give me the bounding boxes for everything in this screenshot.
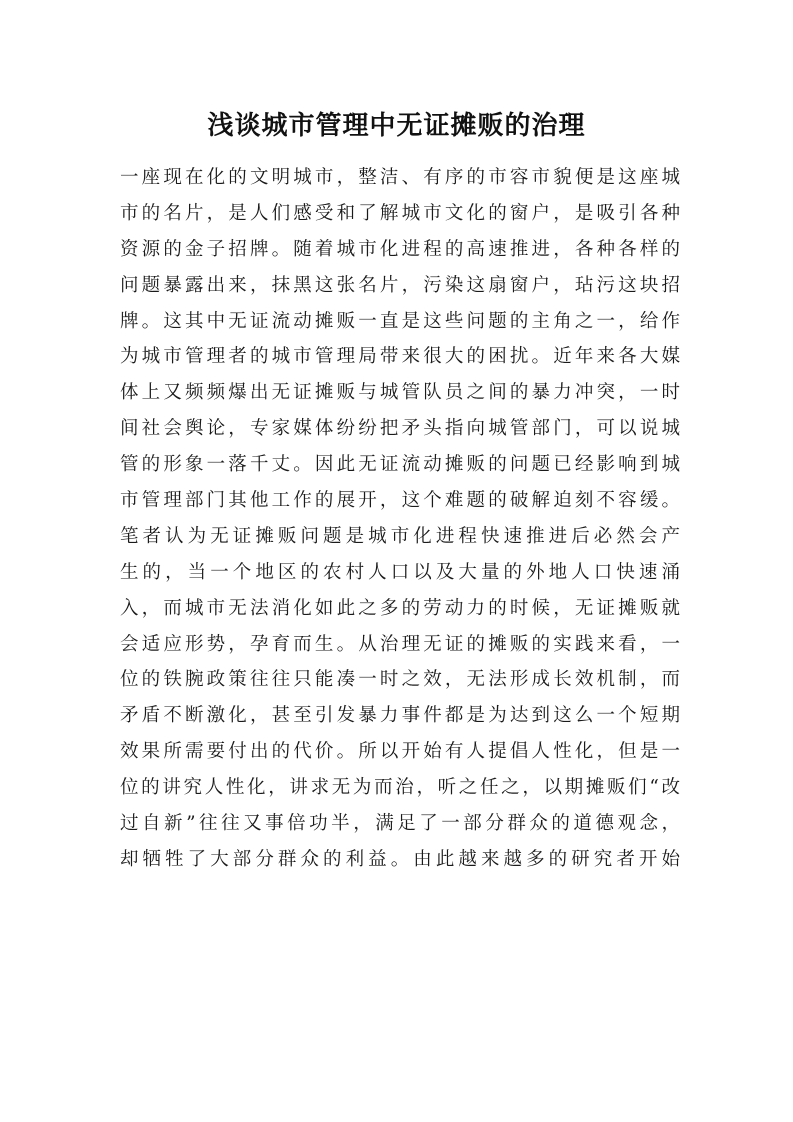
text-line: 一座现在化的文明城市，整洁、有序的市容市貌便是这座城 — [120, 167, 680, 188]
text-line: 位的铁腕政策往往只能凑一时之效，无法形成长效机制，而 — [120, 669, 680, 691]
text-line: 过自新”往往又事倍功半，满足了一部分群众的道德观念， — [120, 813, 680, 835]
text-line: 体上又频频爆出无证摊贩与城管队员之间的暴力冲突，一时 — [120, 382, 680, 404]
text-line: 位的讲究人性化，讲求无为而治，听之任之，以期摊贩们“改 — [120, 777, 680, 799]
text-line: 问题暴露出来，抹黑这张名片，污染这扇窗户，玷污这块招 — [120, 274, 680, 296]
text-line: 管的形象一落千丈。因此无证流动摊贩的问题已经影响到城 — [120, 454, 680, 476]
text-line: 却牺牲了大部分群众的利益。由此越来越多的研究者开始 — [120, 848, 680, 870]
text-line: 入，而城市无法消化如此之多的劳动力的时候，无证摊贩就 — [120, 597, 680, 619]
text-line: 资源的金子招牌。随着城市化进程的高速推进，各种各样的 — [120, 238, 680, 260]
text-line: 矛盾不断激化，甚至引发暴力事件都是为达到这么一个短期 — [120, 705, 680, 727]
text-line: 市管理部门其他工作的展开，这个难题的破解迫刻不容缓。 — [120, 490, 680, 512]
document-body — [120, 160, 680, 878]
document-title: 浅谈城市管理中无证摊贩的治理 — [207, 111, 586, 141]
text-line: 生的，当一个地区的农村人口以及大量的外地人口快速涌 — [120, 561, 680, 583]
text-line: 市的名片，是人们感受和了解城市文化的窗户，是吸引各种 — [120, 202, 680, 224]
text-line: 牌。这其中无证流动摊贩一直是这些问题的主角之一，给作 — [120, 310, 680, 332]
text-line: 为城市管理者的城市管理局带来很大的困扰。近年来各大媒 — [120, 346, 680, 368]
text-line: 效果所需要付出的代价。所以开始有人提倡人性化，但是一 — [120, 741, 680, 763]
text-line: 会适应形势，孕育而生。从治理无证的摊贩的实践来看，一 — [120, 633, 680, 655]
text-line: 间社会舆论，专家媒体纷纷把矛头指向城管部门，可以说城 — [120, 418, 680, 440]
text-line: 笔者认为无证摊贩问题是城市化进程快速推进后必然会产 — [120, 525, 680, 547]
